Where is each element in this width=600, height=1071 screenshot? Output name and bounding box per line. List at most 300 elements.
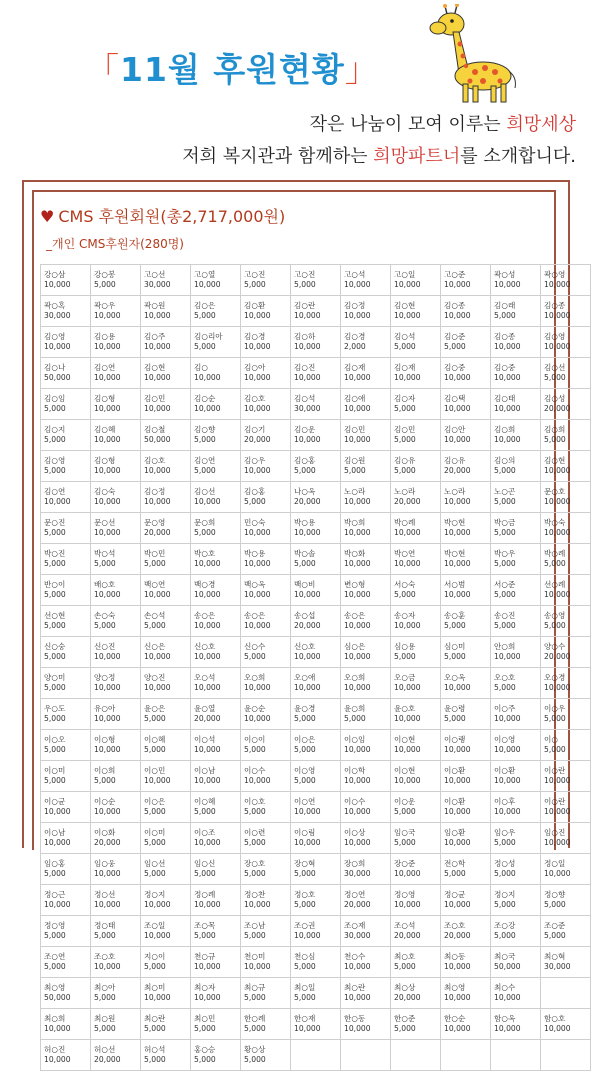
table-row	[41, 575, 591, 606]
donor-amount: 5,000	[544, 931, 566, 940]
donor-cell	[541, 327, 591, 358]
donor-amount: 10,000	[444, 683, 471, 692]
donor-cell	[191, 358, 241, 389]
donor-amount: 5,000	[444, 621, 466, 630]
donor-amount: 10,000	[394, 714, 421, 723]
donor-amount: 5,000	[394, 342, 416, 351]
donor-name: 오○경	[544, 673, 566, 682]
donor-cell	[41, 451, 91, 482]
donor-amount: 5,000	[194, 528, 216, 537]
donor-amount: 10,000	[294, 807, 321, 816]
table-row	[41, 978, 591, 1009]
donor-name: 정○선	[94, 890, 116, 899]
donor-cell	[491, 761, 541, 792]
donor-cell	[241, 916, 291, 947]
donor-amount: 10,000	[94, 869, 121, 878]
donor-name: 이○영	[494, 735, 516, 744]
donor-name: 김○환	[244, 301, 266, 310]
donor-cell	[241, 761, 291, 792]
donor-cell	[91, 389, 141, 420]
donor-name: 황○상	[244, 1045, 266, 1054]
donor-cell	[91, 265, 141, 296]
donor-amount: 10,000	[444, 900, 471, 909]
table-row	[41, 482, 591, 513]
donor-name: 박○현	[444, 549, 466, 558]
donor-name: 김○형	[94, 456, 116, 465]
donor-name: 고○선	[144, 270, 166, 279]
donor-cell	[291, 296, 341, 327]
donor-name: 김○연	[94, 363, 116, 372]
table-row	[41, 544, 591, 575]
donor-cell	[341, 451, 391, 482]
donor-cell	[441, 327, 491, 358]
donor-cell	[291, 885, 341, 916]
donor-amount: 10,000	[544, 590, 571, 599]
donor-amount: 10,000	[344, 280, 371, 289]
donor-cell	[91, 978, 141, 1009]
donor-name: 송○은	[194, 611, 216, 620]
donor-name: 이○영	[294, 766, 316, 775]
donor-cell	[241, 265, 291, 296]
donor-name: 이○랭	[444, 735, 466, 744]
donor-cell	[91, 420, 141, 451]
donor-name: 김○현	[394, 301, 416, 310]
donor-cell	[141, 699, 191, 730]
donor-name: 신○은	[144, 642, 166, 651]
donor-amount: 10,000	[344, 590, 371, 599]
donor-amount: 20,000	[444, 466, 471, 475]
donor-amount: 10,000	[394, 559, 421, 568]
donor-amount: 5,000	[294, 714, 316, 723]
donor-name: 백○옥	[244, 580, 266, 589]
donor-amount: 20,000	[394, 993, 421, 1002]
donor-name: 최○규	[244, 983, 266, 992]
donor-amount: 10,000	[344, 962, 371, 971]
donor-cell	[91, 916, 141, 947]
page-title	[86, 44, 379, 91]
donor-name: 이○순	[94, 797, 116, 806]
donor-amount: 5,000	[194, 466, 216, 475]
donor-cell	[541, 916, 591, 947]
donor-amount: 10,000	[444, 373, 471, 382]
donor-amount: 5,000	[94, 931, 116, 940]
donor-cell	[241, 358, 291, 389]
donor-name: 박○희	[344, 518, 366, 527]
donor-cell	[191, 1009, 241, 1040]
donor-amount: 5,000	[144, 559, 166, 568]
donor-name: 배○호	[94, 580, 116, 589]
donor-name: 김○형	[94, 394, 116, 403]
donor-amount: 50,000	[44, 373, 71, 382]
donor-amount: 10,000	[444, 590, 471, 599]
donor-amount: 10,000	[94, 900, 121, 909]
donor-amount: 10,000	[294, 683, 321, 692]
donor-cell	[341, 885, 391, 916]
donor-cell	[341, 482, 391, 513]
donor-cell	[241, 699, 291, 730]
donor-amount: 10,000	[444, 838, 471, 847]
donor-name: 조○석	[394, 921, 416, 930]
donor-amount: 30,000	[294, 404, 321, 413]
donor-name: 김○철	[144, 425, 166, 434]
donor-name: 오○애	[294, 673, 316, 682]
donor-cell	[441, 699, 491, 730]
donor-amount: 5,000	[394, 1024, 416, 1033]
donor-name: 김○석	[294, 394, 316, 403]
donor-cell	[291, 947, 341, 978]
donor-amount: 10,000	[394, 776, 421, 785]
donor-name: 최○원	[94, 1014, 116, 1023]
donor-cell	[291, 358, 341, 389]
donor-cell	[441, 761, 491, 792]
donor-name: 이○환	[494, 766, 516, 775]
donor-amount: 10,000	[244, 683, 271, 692]
frame-left-line	[22, 180, 24, 848]
donor-name: 최○희	[44, 1014, 66, 1023]
donor-cell	[41, 668, 91, 699]
donor-cell	[341, 978, 391, 1009]
donor-cell	[241, 1040, 291, 1071]
donor-amount: 10,000	[444, 962, 471, 971]
donor-amount: 10,000	[94, 435, 121, 444]
donor-amount: 10,000	[344, 311, 371, 320]
donor-amount: 5,000	[494, 528, 516, 537]
donor-cell	[341, 327, 391, 358]
donor-amount: 10,000	[294, 652, 321, 661]
donor-name: 선○현	[44, 611, 66, 620]
donor-cell	[341, 637, 391, 668]
donor-name: 조○강	[494, 921, 516, 930]
donor-cell	[491, 544, 541, 575]
donor-amount: 10,000	[544, 807, 571, 816]
donor-name: 이○학	[344, 766, 366, 775]
donor-name: 김○자	[394, 394, 416, 403]
donor-cell	[291, 389, 341, 420]
donor-name: 윤○경	[294, 704, 316, 713]
donor-name: 이○연	[294, 797, 316, 806]
donor-cell	[241, 296, 291, 327]
donor-cell	[291, 451, 341, 482]
donor-amount: 5,000	[444, 342, 466, 351]
donor-name: 김○	[194, 363, 208, 372]
donor-amount: 5,000	[44, 683, 66, 692]
donor-amount: 10,000	[444, 776, 471, 785]
donor-amount: 5,000	[494, 590, 516, 599]
donor-cell	[141, 916, 191, 947]
donor-cell	[41, 1040, 91, 1071]
donor-name: 김○유	[394, 456, 416, 465]
donor-name: 이○미	[44, 766, 66, 775]
donor-cell	[541, 296, 591, 327]
donor-amount: 5,000	[494, 869, 516, 878]
donor-cell	[291, 792, 341, 823]
donor-cell	[41, 606, 91, 637]
donor-name: 신○호	[294, 642, 316, 651]
donor-amount: 10,000	[544, 528, 571, 537]
donor-cell	[141, 668, 191, 699]
table-row	[41, 296, 591, 327]
donor-cell	[441, 265, 491, 296]
donor-cell	[41, 699, 91, 730]
table-row	[41, 730, 591, 761]
donor-cell	[141, 358, 191, 389]
donor-cell	[391, 761, 441, 792]
donor-cell	[191, 296, 241, 327]
donor-cell	[341, 575, 391, 606]
donor-name: 노○라	[394, 487, 416, 496]
subtitle-1-highlight: 희망세상	[506, 114, 576, 135]
donor-name: 윤○순	[244, 704, 266, 713]
donor-cell	[291, 916, 341, 947]
donor-cell	[191, 606, 241, 637]
donor-cell	[241, 854, 291, 885]
donor-amount: 5,000	[544, 435, 566, 444]
donor-name: 신○수	[244, 642, 266, 651]
donor-cell	[391, 575, 441, 606]
donor-name: 김○원	[344, 456, 366, 465]
donor-name: 최○영	[444, 983, 466, 992]
donor-cell	[41, 265, 91, 296]
donor-cell	[41, 947, 91, 978]
donor-name: 박○숙	[544, 518, 566, 527]
donor-name: 이○이	[244, 735, 266, 744]
donor-name: 서○숙	[394, 580, 416, 589]
donor-amount: 10,000	[94, 807, 121, 816]
donor-cell	[441, 637, 491, 668]
donor-name: 이○임	[344, 735, 366, 744]
donor-amount: 10,000	[144, 590, 171, 599]
donor-amount: 10,000	[244, 714, 271, 723]
donor-cell	[541, 451, 591, 482]
donor-name: 송○은	[244, 611, 266, 620]
donor-amount: 10,000	[194, 621, 221, 630]
donor-cell	[341, 854, 391, 885]
donor-amount: 5,000	[144, 962, 166, 971]
donor-cell	[341, 606, 391, 637]
donor-amount: 10,000	[394, 683, 421, 692]
donor-amount: 5,000	[494, 497, 516, 506]
donor-name: 허○진	[44, 1045, 66, 1054]
donor-cell	[391, 482, 441, 513]
donor-name: 이○환	[444, 766, 466, 775]
donor-amount: 5,000	[44, 590, 66, 599]
donor-cell	[491, 575, 541, 606]
donor-cell	[491, 389, 541, 420]
donor-cell	[141, 327, 191, 358]
donor-name: 김○숙	[94, 487, 116, 496]
donor-cell	[91, 854, 141, 885]
donor-name: 이○운	[394, 797, 416, 806]
donor-name: 조○연	[44, 952, 66, 961]
donor-cell	[41, 637, 91, 668]
donor-amount: 10,000	[44, 838, 71, 847]
donor-amount: 5,000	[294, 900, 316, 909]
donor-amount: 10,000	[144, 683, 171, 692]
donor-name: 김○홍	[244, 487, 266, 496]
donor-cell	[241, 637, 291, 668]
donor-amount: 10,000	[94, 745, 121, 754]
donor-name: 이○미	[144, 828, 166, 837]
donor-cell	[491, 823, 541, 854]
donor-cell	[491, 1040, 541, 1071]
donor-amount: 10,000	[394, 621, 421, 630]
donor-amount: 10,000	[394, 311, 421, 320]
donor-cell	[291, 730, 341, 761]
donor-amount: 10,000	[94, 962, 121, 971]
subtitle-2-highlight: 희망파트너	[373, 146, 461, 167]
donor-amount: 5,000	[94, 1024, 116, 1033]
donor-cell	[241, 451, 291, 482]
donor-amount: 10,000	[294, 435, 321, 444]
donor-name: 김○아	[244, 363, 266, 372]
table-row	[41, 916, 591, 947]
donor-amount: 5,000	[244, 993, 266, 1002]
donor-cell	[191, 947, 241, 978]
donor-amount: 5,000	[544, 714, 566, 723]
donor-name: 오○석	[194, 673, 216, 682]
donor-name: 정○향	[544, 890, 566, 899]
donor-cell	[241, 947, 291, 978]
donor-name: 박○용	[244, 549, 266, 558]
donor-name: 최○란	[344, 983, 366, 992]
donor-amount: 5,000	[444, 714, 466, 723]
donor-name: 이○조	[194, 828, 216, 837]
donor-amount: 5,000	[244, 1024, 266, 1033]
donor-amount: 10,000	[144, 404, 171, 413]
donor-name: 한○준	[394, 1014, 416, 1023]
donor-name: 최○수	[494, 983, 516, 992]
donor-name: 송○훈	[444, 611, 466, 620]
donor-amount: 5,000	[144, 1055, 166, 1064]
donor-amount: 5,000	[94, 559, 116, 568]
donor-amount: 10,000	[194, 280, 221, 289]
subtitle-2-text-b: 를 소개합니다.	[460, 146, 576, 167]
donor-cell	[491, 482, 541, 513]
donor-cell	[191, 761, 241, 792]
donor-name: 반○이	[44, 580, 66, 589]
donor-cell	[191, 792, 241, 823]
donor-name: 양○미	[44, 673, 66, 682]
donor-name: 송○영	[544, 611, 566, 620]
donor-name: 최○자	[194, 983, 216, 992]
donor-cell	[41, 575, 91, 606]
table-row	[41, 823, 591, 854]
donor-amount: 10,000	[194, 745, 221, 754]
donor-name: 신○숭	[44, 642, 66, 651]
donor-name: 나○옥	[294, 487, 316, 496]
donor-cell	[241, 1009, 291, 1040]
donor-amount: 10,000	[344, 497, 371, 506]
donor-cell	[191, 575, 241, 606]
donor-name: 김○현	[544, 456, 566, 465]
donor-name: 윤○령	[444, 704, 466, 713]
donor-cell	[191, 389, 241, 420]
donor-name: 윤○희	[344, 704, 366, 713]
donor-amount: 5,000	[94, 993, 116, 1002]
donor-name: 장○희	[344, 859, 366, 868]
donor-cell	[341, 699, 391, 730]
donor-name: 김○리아	[194, 332, 223, 341]
donor-amount: 10,000	[44, 497, 71, 506]
donor-name: 함○호	[544, 1014, 566, 1023]
donor-cell	[491, 265, 541, 296]
donor-cell	[341, 792, 391, 823]
donor-cell	[291, 1040, 341, 1071]
donor-amount: 10,000	[494, 280, 521, 289]
donor-cell	[441, 792, 491, 823]
donor-cell	[491, 451, 541, 482]
donor-name: 이○현	[394, 735, 416, 744]
donor-name: 고○진	[294, 270, 316, 279]
donor-amount: 50,000	[494, 962, 521, 971]
donor-name: 오○희	[244, 673, 266, 682]
donor-cell	[91, 544, 141, 575]
donor-cell	[441, 606, 491, 637]
donor-amount: 10,000	[194, 993, 221, 1002]
donor-name: 장○혁	[294, 859, 316, 868]
donor-amount: 5,000	[194, 311, 216, 320]
donor-cell	[391, 606, 441, 637]
donor-amount: 5,000	[494, 466, 516, 475]
donor-amount: 5,000	[444, 869, 466, 878]
donor-name: 천○규	[194, 952, 216, 961]
donor-cell	[541, 482, 591, 513]
donor-amount: 10,000	[144, 342, 171, 351]
donor-name: 김○석	[394, 332, 416, 341]
donor-name: 이○우	[544, 704, 566, 713]
donor-amount: 5,000	[244, 807, 266, 816]
donor-cell	[391, 668, 441, 699]
donor-amount: 5,000	[94, 280, 116, 289]
donor-name: 김○지	[44, 425, 66, 434]
donor-name: 김○경	[244, 332, 266, 341]
donor-amount: 5,000	[44, 714, 66, 723]
donor-amount: 5,000	[144, 714, 166, 723]
donor-amount: 10,000	[444, 404, 471, 413]
donor-cell	[91, 668, 141, 699]
donor-name: 노○라	[444, 487, 466, 496]
donor-amount: 5,000	[194, 807, 216, 816]
donor-name: 김○택	[444, 394, 466, 403]
donor-amount: 5,000	[494, 683, 516, 692]
donor-amount: 10,000	[194, 373, 221, 382]
donor-amount: 10,000	[444, 435, 471, 444]
donor-cell	[441, 513, 491, 544]
donor-amount: 10,000	[444, 497, 471, 506]
donor-cell	[391, 885, 441, 916]
donor-cell	[391, 854, 441, 885]
donor-name: 심○용	[394, 642, 416, 651]
donor-amount: 10,000	[244, 466, 271, 475]
donor-cell	[441, 358, 491, 389]
donor-amount: 5,000	[244, 497, 266, 506]
donor-cell	[291, 1009, 341, 1040]
donor-name: 김○종	[444, 301, 466, 310]
donor-name: 이○수	[244, 766, 266, 775]
donor-amount: 30,000	[344, 931, 371, 940]
donor-name: 고○열	[194, 270, 216, 279]
donor-cell	[91, 606, 141, 637]
cms-section-title	[40, 204, 285, 227]
donor-amount: 10,000	[444, 528, 471, 537]
donor-cell	[491, 885, 541, 916]
donor-amount: 10,000	[144, 311, 171, 320]
donor-cell	[141, 1040, 191, 1071]
donor-name: 이○희	[94, 766, 116, 775]
donor-name: 임○선	[144, 859, 166, 868]
donor-cell	[41, 823, 91, 854]
donor-cell	[541, 668, 591, 699]
